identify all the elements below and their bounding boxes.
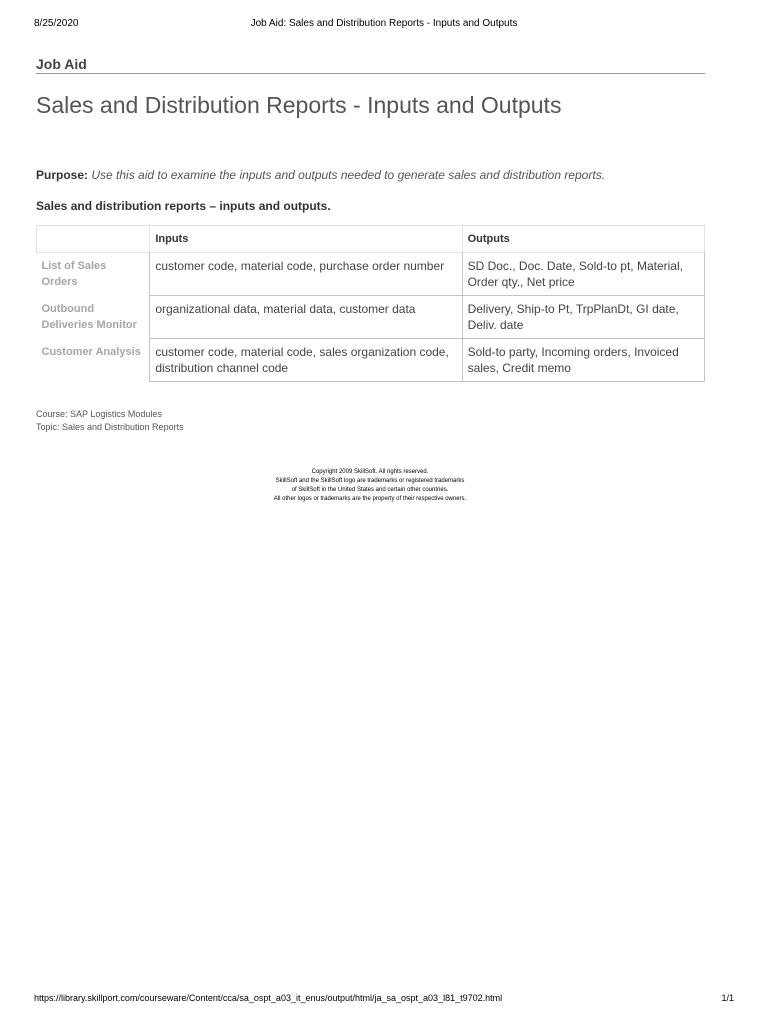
- header-divider: [36, 73, 705, 74]
- report-name: List of Sales Orders: [41, 260, 107, 288]
- report-outputs: Sold-to party, Incoming orders, Invoiced sales, Credit memo: [462, 339, 704, 382]
- table-header-corner: [37, 226, 150, 253]
- reports-table: [36, 225, 705, 382]
- course-name: Course: SAP Logistics Modules: [36, 409, 162, 419]
- table-row: [37, 296, 705, 339]
- purpose-label: Purpose:: [36, 168, 89, 182]
- copyright-line: SkillSoft and the SkillSoft logo are trademarks or registered trademarks: [275, 478, 465, 484]
- copyright-line: of SkillSoft in the United States and certain other countries.: [291, 487, 449, 493]
- page-title: Sales and Distribution Reports - Inputs and Outputs: [36, 92, 562, 118]
- copyright-line: Copyright 2009 SkillSoft. All rights reserved.: [311, 469, 429, 475]
- table-row: [37, 253, 705, 296]
- print-doc-title: Job Aid: Sales and Distribution Reports - Inputs and Outputs: [250, 18, 518, 29]
- job-aid-label: Job Aid: [36, 56, 87, 72]
- course-topic: Topic: Sales and Distribution Reports: [36, 422, 184, 432]
- table-caption: Sales and distribution reports – inputs and outputs.: [36, 199, 331, 213]
- report-inputs: customer code, material code, purchase order number: [150, 253, 462, 296]
- page-number: 1/1: [721, 993, 734, 1003]
- print-header: [34, 18, 734, 32]
- report-inputs: customer code, material code, sales organization code, distribution channel code: [150, 339, 462, 382]
- report-outputs: SD Doc., Doc. Date, Sold-to pt, Material, Order qty., Net price: [462, 253, 704, 296]
- report-name: Customer Analysis: [41, 345, 141, 358]
- purpose-statement: [36, 168, 605, 182]
- source-url: https://library.skillport.com/courseware/Content/cca/sa_ospt_a03_it_enus/output/html/ja_sa_ospt_a03_l81_t9702.html: [34, 993, 503, 1003]
- print-date: 8/25/2020: [34, 18, 79, 29]
- purpose-text: Use this aid to examine the inputs and outputs needed to generate sales and distribution reports.: [91, 168, 606, 182]
- copyright-line: All other logos or trademarks are the property of their respective owners.: [273, 496, 467, 502]
- course-info: [36, 408, 184, 434]
- print-footer: [34, 993, 734, 1007]
- table-header-outputs: Outputs: [462, 226, 704, 253]
- table-row: [37, 339, 705, 382]
- table-header-row: [37, 226, 705, 253]
- report-inputs: organizational data, material data, customer data: [150, 296, 462, 339]
- report-name: Outbound Deliveries Monitor: [41, 302, 137, 331]
- report-outputs: Delivery, Ship-to Pt, TrpPlanDt, GI date, Deliv. date: [462, 296, 704, 339]
- table-header-inputs: Inputs: [150, 226, 462, 253]
- copyright-notice: [0, 468, 740, 504]
